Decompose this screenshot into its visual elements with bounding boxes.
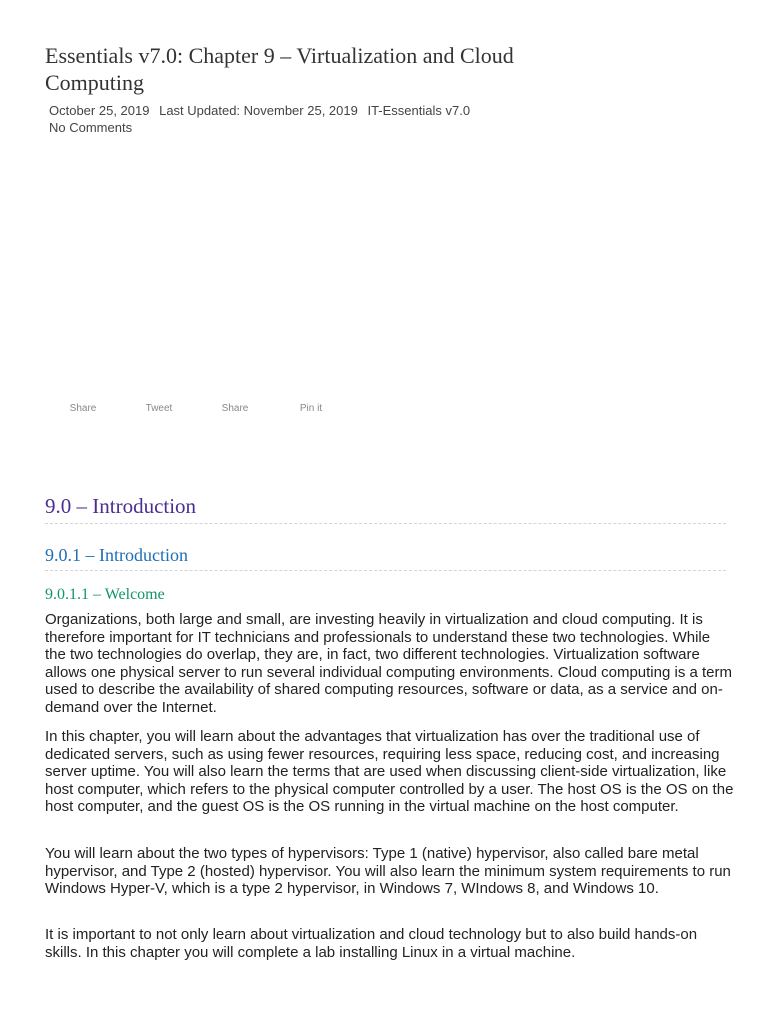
paragraph: Organizations, both large and small, are investing heavily in virtualization and cloud computing. It is therefore important for IT technicians and professionals to understand these two technologies. While the two technologies do overlap, they are, in fact, two different technologies. Virtualization software allows one physical server to run several individual computing environments. Cloud computing is a term used to describe the availability of shared computing resources, software or data, as a service and on-demand over the Internet. — [45, 611, 732, 716]
share-facebook-button[interactable] — [45, 403, 121, 415]
post-date-link[interactable] — [49, 103, 155, 118]
post-date: October 25, 2019 — [49, 103, 150, 118]
post-comments: No Comments — [49, 120, 133, 135]
share-pinterest-button[interactable] — [273, 403, 349, 415]
share-facebook-label: Share — [69, 403, 97, 414]
share-linkedin-button[interactable] — [197, 403, 273, 415]
share-bar — [45, 403, 365, 417]
paragraph: You will learn about the two types of hypervisors: Type 1 (native) hypervisor, also called bare metal hypervisor, and Type 2 (hosted) hypervisor. You will also learn the minimum system requirements to run Windows Hyper-V, which is a type 2 hypervisor, in Windows 7, WIndows 8, and Windows 10. — [45, 845, 731, 898]
post-meta — [49, 102, 509, 136]
post-title: Essentials v7.0: Chapter 9 – Virtualization and Cloud Computing — [45, 43, 514, 95]
share-linkedin-label: Share — [221, 403, 249, 414]
paragraph: It is important to not only learn about virtualization and cloud technology but to also build hands-on skills. In this chapter you will complete a lab installing Linux in a virtual machine. — [45, 926, 698, 961]
share-twitter-button[interactable] — [121, 403, 197, 415]
category-link[interactable] — [367, 103, 476, 118]
subsection-heading: 9.0.1 – Introduction — [45, 544, 726, 571]
share-pinterest-label: Pin it — [299, 403, 323, 414]
section-heading: 9.0 – Introduction — [45, 494, 726, 524]
share-twitter-label: Tweet — [145, 403, 173, 414]
post-last-updated: Last Updated: November 25, 2019 — [159, 103, 358, 118]
paragraph: In this chapter, you will learn about the advantages that virtualization has over the traditional use of dedicated servers, such as using fewer resources, requiring less space, reducing cost, and increasing server uptime. You will also learn the terms that are used when discussing client-side virtualization, like host computer, which refers to the physical computer controlled by a user. The host OS is the OS on the host computer, and the guest OS is the OS running in the virtual machine on the host computer. — [45, 728, 734, 816]
comments-link[interactable] — [49, 120, 138, 135]
post-category: IT-Essentials v7.0 — [367, 103, 471, 118]
topic-heading: 9.0.1.1 – Welcome — [45, 586, 165, 603]
